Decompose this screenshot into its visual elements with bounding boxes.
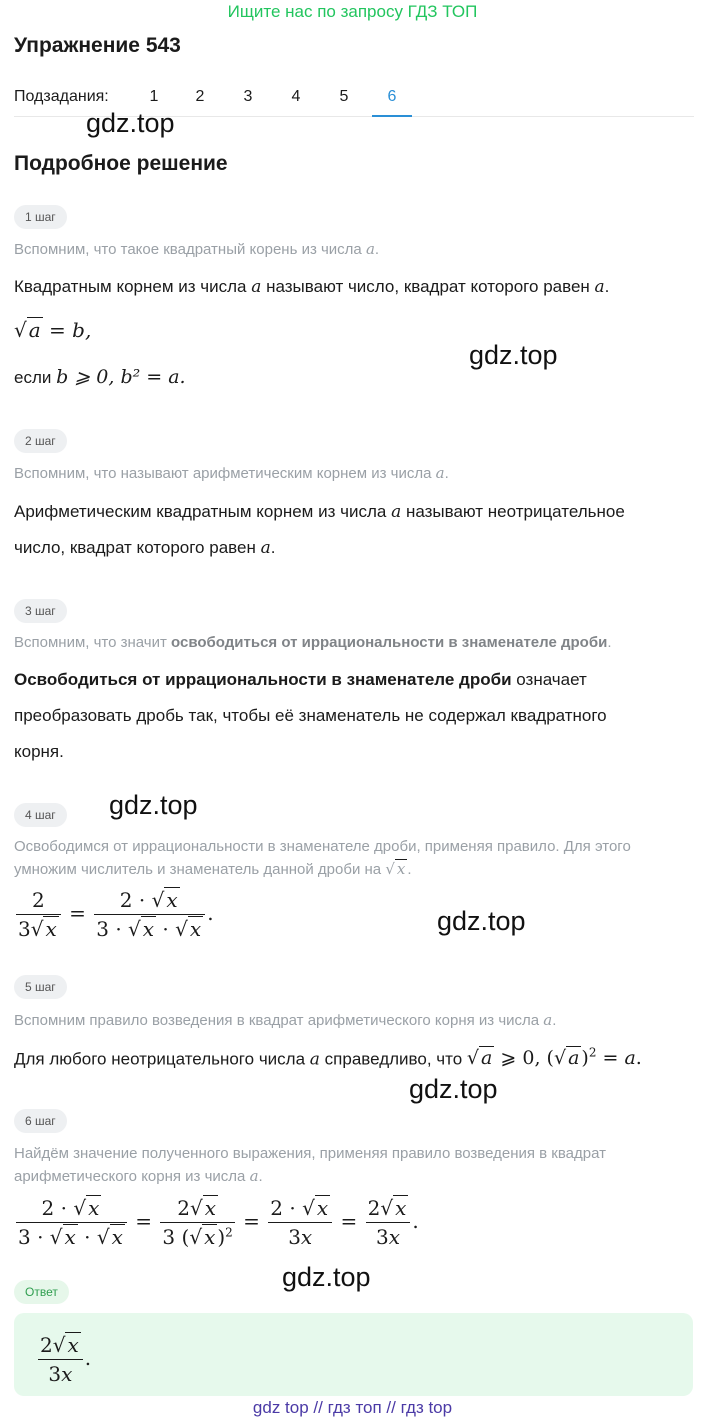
formula-step6: $\frac{2 \cdot √ x}{3 \cdot √ x \cdot √ x}$ = $\frac{2√ x}{3 (√ x )^2}$ = $\frac{2 \cdot √ x}{3x}$ = $\frac{2√ x}{3x}$ . <box>18 1196 419 1249</box>
step-badge: 6 шаг <box>14 1109 67 1133</box>
watermark: gdz.top <box>469 340 558 370</box>
answer-box <box>14 1313 693 1396</box>
answer-formula: $\frac{2√ x}{3x}$ . <box>40 1333 92 1386</box>
tab-subtask-4[interactable]: 4 <box>291 88 301 105</box>
step-text: Для любого неотрицательного числа a справедливо, что √ a ⩾ 0, (√ a )$^2$ = a. <box>14 1046 642 1070</box>
step-text: Арифметическим квадратным корнем из числа a называют неотрицательное <box>14 502 625 522</box>
formula-step4: $\frac{2}{3√ x}$ = $\frac{2 \cdot √ x}{3 \cdot √ x \cdot √ x}$ . <box>18 888 214 941</box>
step-text: преобразовать дробь так, чтобы её знаменатель не содержал квадратного <box>14 706 607 725</box>
watermark: gdz.top <box>282 1262 371 1292</box>
tab-subtask-6[interactable]: 6 <box>372 88 412 117</box>
watermark: gdz.top <box>109 790 198 820</box>
step-hint: Вспомним, что значит освободиться от иррациональности в знаменателе дроби. <box>14 634 612 651</box>
tab-subtask-5[interactable]: 5 <box>339 88 349 105</box>
footer-links[interactable]: gdz top // гдз топ // гдз top <box>252 1398 453 1417</box>
step-text: Освободиться от иррациональности в знаменателе дроби означает <box>14 670 587 689</box>
formula-sqrt-a: √ a = b, <box>14 318 92 342</box>
answer-badge: Ответ <box>14 1280 69 1304</box>
step-badge: 1 шаг <box>14 205 67 229</box>
step-badge: 2 шаг <box>14 429 67 453</box>
sqrt-symbol: √ a <box>14 318 41 342</box>
solution-heading: Подробное решение <box>14 152 228 175</box>
watermark: gdz.top <box>437 906 526 936</box>
subtasks-label: Подзадания: <box>14 88 109 105</box>
step-text: число, квадрат которого равен a. <box>14 538 276 558</box>
step-hint: Вспомним, что такое квадратный корень из числа a. <box>14 240 380 258</box>
tab-subtask-2[interactable]: 2 <box>195 88 205 105</box>
watermark: gdz.top <box>86 108 175 138</box>
step-hint: Вспомним, что называют арифметическим корнем из числа a. <box>14 464 449 482</box>
step-hint: Вспомним правило возведения в квадрат арифметического корня из числа a. <box>14 1011 557 1029</box>
sqrt-symbol: √ x <box>385 860 406 878</box>
step-badge: 4 шаг <box>14 803 67 827</box>
step-hint: Найдём значение полученного выражения, применяя правило возведения в квадрат <box>14 1145 606 1162</box>
step-hint: Освободимся от иррациональности в знаменателе дроби, применяя правило. Для этого <box>14 838 631 855</box>
step-hint: арифметического корня из числа a. <box>14 1167 263 1185</box>
step-badge: 5 шаг <box>14 975 67 999</box>
tab-subtask-3[interactable]: 3 <box>243 88 253 105</box>
step-text: Квадратным корнем из числа a называют число, квадрат которого равен a. <box>14 277 610 297</box>
step-badge: 3 шаг <box>14 599 67 623</box>
step-hint: умножим числитель и знаменатель данной дроби на √ x . <box>14 860 412 878</box>
watermark: gdz.top <box>409 1074 498 1104</box>
step-text: если b ⩾ 0, b² = a. <box>14 366 186 388</box>
page-title: Упражнение 543 <box>14 34 181 57</box>
tab-subtask-1[interactable]: 1 <box>149 88 159 105</box>
top-banner[interactable]: Ищите нас по запросу ГДЗ ТОП <box>227 2 478 21</box>
step-text: корня. <box>14 742 64 761</box>
